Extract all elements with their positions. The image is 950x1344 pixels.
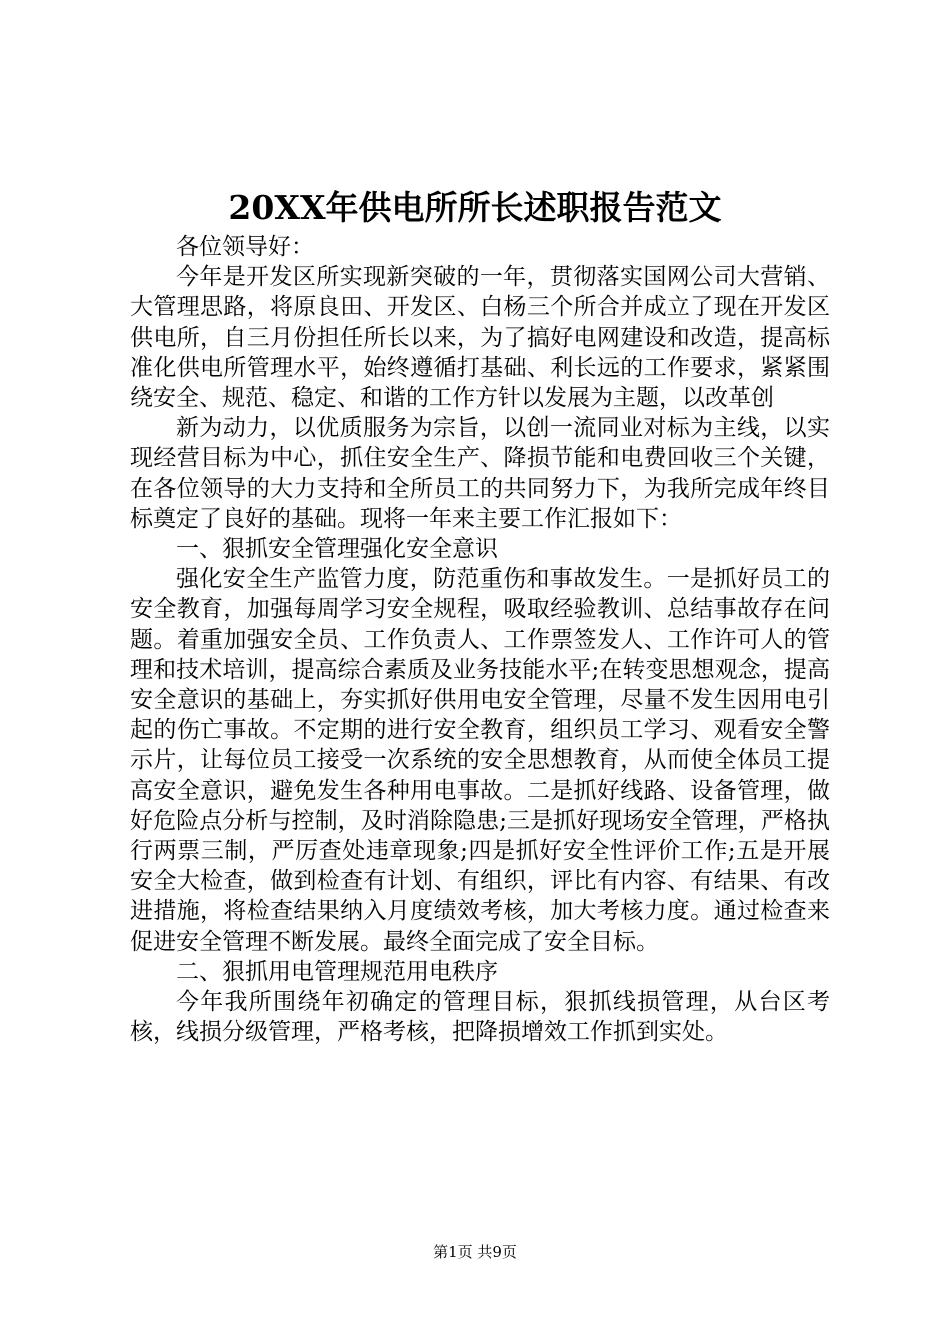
paragraph-safety: 强化安全生产监管力度，防范重伤和事故发生。一是抓好员工的安全教育，加强每周学习安全规程，吸取经验教训、总结事故存在问题。着重加强安全员、工作负责人、工作票签发人、工作许可人的管理和技术培训，提高综合素质及业务技能水平;在转变思想观念，提高安全意识的基础上，夯实抓好供用电安全管理，尽量不发生因用电引起的伤亡事故。不定期的进行安全教育，组织员工学习、观看安全警示片，让每位员工接受一次系统的安全思想教育，从而使全体员工提高安全意识，避免发生各种用电事故。二是抓好线路、设备管理，做好危险点分析与控制，及时消除隐患;三是抓好现场安全管理，严格执行两票三制，严厉查处违章现象;四是抓好安全性评价工作;五是开展安全大检查，做到检查有计划、有组织，评比有内容、有结果、有改进措施，将检查结果纳入月度绩效考核，加大考核力度。通过检查来促进安全管理不断发展。最终全面完成了安全目标。 [130, 566, 830, 955]
document-title: 20XX年供电所所长述职报告范文 [228, 188, 722, 227]
section-heading-1: 一、狠抓安全管理强化安全意识 [176, 536, 498, 563]
section-heading-2: 二、狠抓用电管理规范用电秩序 [176, 958, 498, 985]
paragraph-greeting: 各位领导好： [176, 234, 314, 260]
paragraph-intro: 今年是开发区所实现新突破的一年，贯彻落实国网公司大营销、大管理思路，将原良田、开发区、白杨三个所合并成立了现在开发区供电所，自三月份担任所长以来，为了搞好电网建设和改造，提高标准化供电所管理水平，始终遵循打基础、利长远的工作要求，紧紧围绕安全、规范、稳定、和谐的工作方针以发展为主题，以改革创 [130, 264, 830, 412]
page-footer: 第1页 共9页 [433, 1243, 517, 1261]
paragraph-intro-continued: 新为动力，以优质服务为宗旨，以创一流同业对标为主线，以实现经营目标为中心，抓住安全生产、降损节能和电费回收三个关键，在各位领导的大力支持和全所员工的共同努力下，为我所完成年终目标奠定了良好的基础。现将一年来主要工作汇报如下： [130, 415, 830, 532]
document-body [130, 232, 830, 1047]
paragraph-electricity: 今年我所围绕年初确定的管理目标，狠抓线损管理，从台区考核，线损分级管理，严格考核，把降损增效工作抓到实处。 [130, 989, 830, 1046]
